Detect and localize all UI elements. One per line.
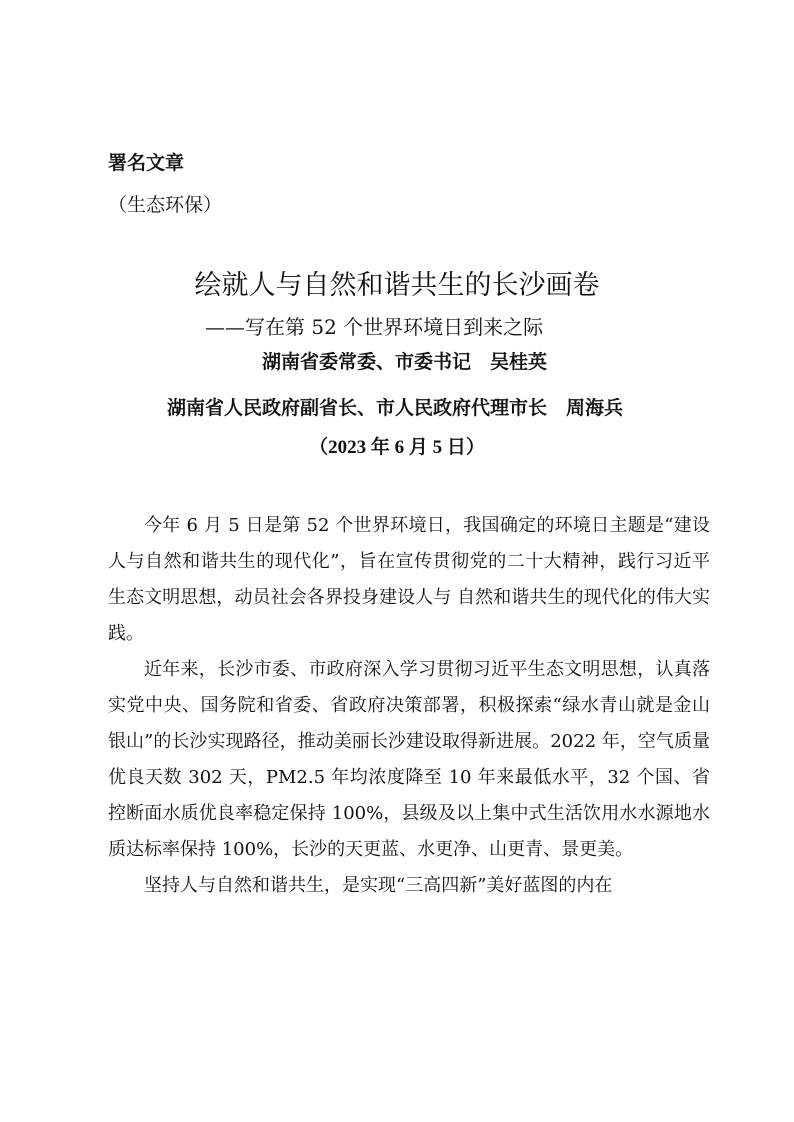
article-category: （生态环保）: [108, 194, 223, 216]
article-body: [108, 508, 710, 904]
paragraph: 近年来，长沙市委、市政府深入学习贯彻习近平生态文明思想，认真落实党中央、国务院和省委、省政府决策部署，积极探索“绿水青山就是金山银山”的长沙实现路径，推动美丽长沙建设取得新进展。2022 年，空气质量优良天数 302 天，PM2.5 年均浓度降至 10 年来最低水平，32 个国、省控断面水质优良率稳定保持 100%，县级及以上集中式生活饮用水水源地水质达标率保持 100%，长沙的天更蓝、水更净、山更青、景更美。: [108, 659, 710, 860]
author-line-1: 湖南省委常委、市委书记 吴桂英: [262, 351, 548, 373]
paragraph: 坚持人与自然和谐共生，是实现“三高四新”美好蓝图的内在: [144, 875, 613, 896]
article-title: 绘就人与自然和谐共生的长沙画卷: [194, 270, 600, 301]
paragraph: 今年 6 月 5 日是第 52 个世界环境日，我国确定的环境日主题是“建设人与自然和谐共生的现代化”，旨在宣传贯彻党的二十大精神，践行习近平生态文明思想，动员社会各界投身建设人与 自然和谐共生的现代化的伟大实践。: [108, 515, 710, 644]
article-type-label: 署名文章: [108, 152, 185, 174]
article-subtitle: ——写在第 52 个世界环境日到来之际: [205, 315, 544, 339]
article-date: （2023 年 6 月 5 日）: [309, 437, 485, 458]
author-line-2: 湖南省人民政府副省长、市人民政府代理市长 周海兵: [167, 397, 624, 419]
